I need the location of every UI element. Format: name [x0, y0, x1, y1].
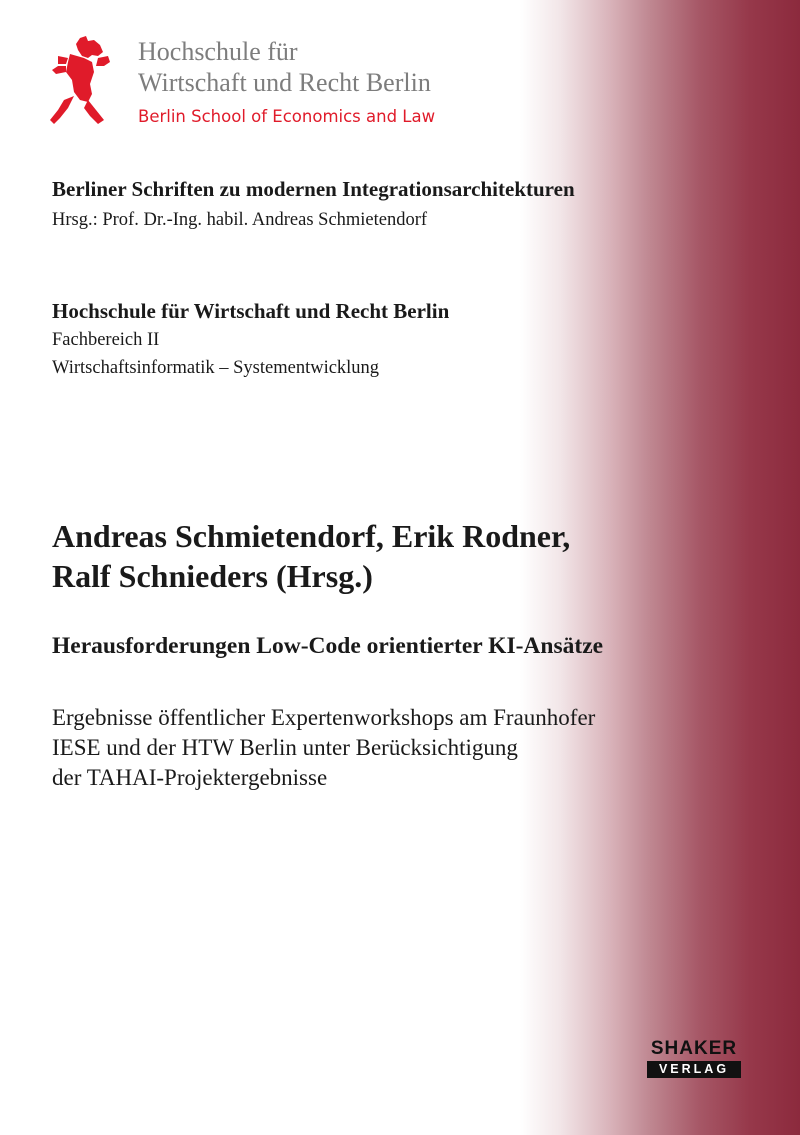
- institution-english-name: Berlin School of Economics and Law: [138, 107, 436, 126]
- subtitle-line3: der TAHAI-Projektergebnisse: [52, 765, 328, 790]
- department-block: [52, 296, 449, 382]
- publisher-logo: [647, 1038, 741, 1078]
- book-subtitle: [52, 703, 595, 793]
- department-faculty: Fachbereich II: [52, 330, 160, 350]
- publisher-label: VERLAG: [647, 1061, 741, 1078]
- berlin-bear-icon: [50, 36, 110, 128]
- subtitle-line1: Ergebnisse öffentlicher Expertenworkshops am Fraunhofer: [52, 705, 596, 730]
- department-university: Hochschule für Wirtschaft und Recht Berlin: [52, 299, 450, 323]
- publisher-name: SHAKER: [650, 1038, 738, 1059]
- book-title: Herausforderungen Low-Code orientierter KI-Ansätze: [52, 633, 604, 659]
- series-title: Berliner Schriften zu modernen Integrationsarchitekturen: [52, 177, 575, 201]
- authors-line2: Ralf Schnieders (Hrsg.): [52, 558, 373, 594]
- subtitle-line2: IESE und der HTW Berlin unter Berücksichtigung: [52, 735, 518, 760]
- institution-name-line1: Hochschule für: [138, 37, 298, 66]
- department-field: Wirtschaftsinformatik – Systementwicklung: [52, 358, 380, 378]
- book-authors: [52, 516, 570, 596]
- series-editor: Hrsg.: Prof. Dr.-Ing. habil. Andreas Schmietendorf: [52, 210, 428, 230]
- institution-name: [138, 36, 431, 98]
- institution-name-line2: Wirtschaft und Recht Berlin: [138, 68, 431, 97]
- authors-line1: Andreas Schmietendorf, Erik Rodner,: [52, 518, 571, 554]
